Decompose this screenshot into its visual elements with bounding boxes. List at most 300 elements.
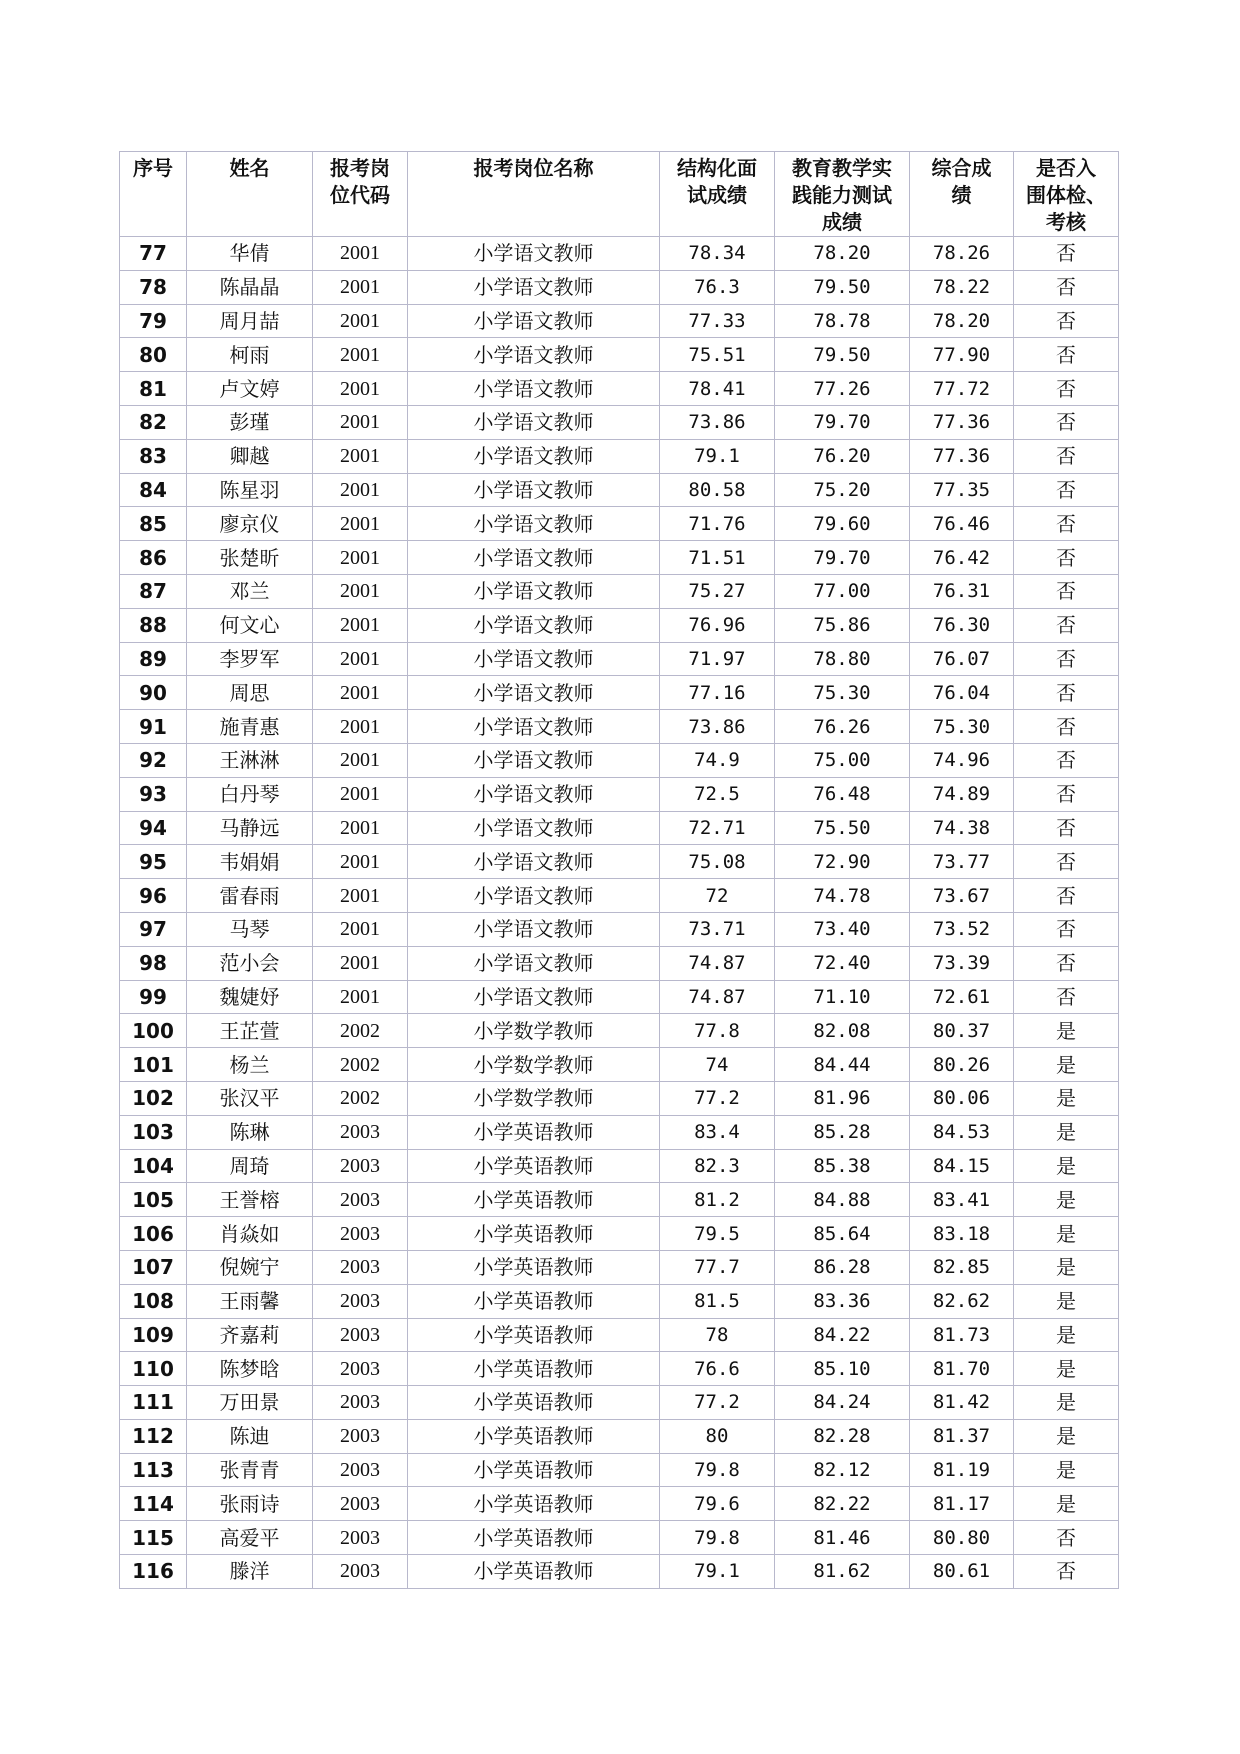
cell-index: 116 [120, 1555, 187, 1589]
cell-position-name: 小学语文教师 [408, 439, 660, 473]
cell-practice-score: 76.20 [775, 439, 910, 473]
cell-total-score: 76.07 [910, 642, 1014, 676]
cell-position-code: 2002 [313, 1048, 408, 1082]
cell-position-code: 2001 [313, 777, 408, 811]
cell-total-score: 74.38 [910, 811, 1014, 845]
cell-total-score: 74.96 [910, 743, 1014, 777]
cell-position-code: 2003 [313, 1487, 408, 1521]
cell-practice-score: 85.38 [775, 1149, 910, 1183]
cell-name: 柯雨 [187, 338, 313, 372]
cell-practice-score: 81.62 [775, 1555, 910, 1589]
cell-position-code: 2003 [313, 1115, 408, 1149]
cell-shortlisted: 否 [1014, 912, 1119, 946]
cell-name: 万田景 [187, 1386, 313, 1420]
cell-practice-score: 81.46 [775, 1521, 910, 1555]
cell-position-code: 2001 [313, 270, 408, 304]
cell-index: 81 [120, 372, 187, 406]
cell-position-name: 小学英语教师 [408, 1284, 660, 1318]
cell-index: 108 [120, 1284, 187, 1318]
cell-interview-score: 79.1 [660, 439, 775, 473]
cell-interview-score: 75.51 [660, 338, 775, 372]
cell-name: 卢文婷 [187, 372, 313, 406]
cell-total-score: 80.37 [910, 1014, 1014, 1048]
cell-position-code: 2001 [313, 237, 408, 271]
cell-practice-score: 86.28 [775, 1250, 910, 1284]
table-row [120, 1386, 1119, 1420]
cell-interview-score: 77.2 [660, 1081, 775, 1115]
header-total-score: 综合成 绩 [910, 152, 1014, 237]
cell-position-name: 小学语文教师 [408, 743, 660, 777]
cell-shortlisted: 是 [1014, 1081, 1119, 1115]
cell-interview-score: 78.41 [660, 372, 775, 406]
cell-total-score: 78.20 [910, 304, 1014, 338]
cell-total-score: 77.36 [910, 439, 1014, 473]
cell-name: 廖京仪 [187, 507, 313, 541]
cell-index: 99 [120, 980, 187, 1014]
cell-total-score: 75.30 [910, 710, 1014, 744]
cell-position-code: 2001 [313, 676, 408, 710]
cell-total-score: 78.22 [910, 270, 1014, 304]
cell-position-code: 2001 [313, 608, 408, 642]
cell-index: 94 [120, 811, 187, 845]
cell-position-name: 小学英语教师 [408, 1250, 660, 1284]
cell-practice-score: 84.24 [775, 1386, 910, 1420]
cell-index: 114 [120, 1487, 187, 1521]
header-interview-score: 结构化面 试成绩 [660, 152, 775, 237]
cell-position-code: 2003 [313, 1555, 408, 1589]
cell-practice-score: 75.86 [775, 608, 910, 642]
cell-index: 93 [120, 777, 187, 811]
cell-position-name: 小学英语教师 [408, 1352, 660, 1386]
score-table [119, 151, 1119, 1589]
cell-total-score: 72.61 [910, 980, 1014, 1014]
cell-interview-score: 79.8 [660, 1453, 775, 1487]
cell-total-score: 81.37 [910, 1419, 1014, 1453]
cell-position-name: 小学英语教师 [408, 1217, 660, 1251]
cell-position-name: 小学语文教师 [408, 473, 660, 507]
table-row [120, 473, 1119, 507]
cell-position-name: 小学语文教师 [408, 270, 660, 304]
cell-interview-score: 74.9 [660, 743, 775, 777]
cell-name: 施青惠 [187, 710, 313, 744]
cell-position-code: 2001 [313, 879, 408, 913]
cell-position-code: 2001 [313, 338, 408, 372]
cell-name: 陈晶晶 [187, 270, 313, 304]
cell-name: 王誉榕 [187, 1183, 313, 1217]
table-row [120, 743, 1119, 777]
cell-position-code: 2001 [313, 405, 408, 439]
cell-index: 79 [120, 304, 187, 338]
cell-total-score: 81.17 [910, 1487, 1014, 1521]
cell-index: 103 [120, 1115, 187, 1149]
cell-practice-score: 74.78 [775, 879, 910, 913]
cell-position-code: 2002 [313, 1014, 408, 1048]
cell-index: 88 [120, 608, 187, 642]
header-row [120, 152, 1119, 237]
cell-practice-score: 73.40 [775, 912, 910, 946]
cell-position-code: 2003 [313, 1284, 408, 1318]
cell-shortlisted: 否 [1014, 980, 1119, 1014]
cell-position-code: 2001 [313, 743, 408, 777]
header-index: 序号 [120, 152, 187, 237]
cell-practice-score: 75.50 [775, 811, 910, 845]
cell-interview-score: 76.96 [660, 608, 775, 642]
cell-index: 77 [120, 237, 187, 271]
cell-shortlisted: 是 [1014, 1453, 1119, 1487]
cell-shortlisted: 否 [1014, 1555, 1119, 1589]
cell-shortlisted: 是 [1014, 1386, 1119, 1420]
cell-shortlisted: 否 [1014, 811, 1119, 845]
cell-position-code: 2001 [313, 912, 408, 946]
cell-interview-score: 79.1 [660, 1555, 775, 1589]
cell-shortlisted: 否 [1014, 777, 1119, 811]
cell-index: 97 [120, 912, 187, 946]
cell-index: 100 [120, 1014, 187, 1048]
cell-shortlisted: 否 [1014, 237, 1119, 271]
cell-shortlisted: 是 [1014, 1250, 1119, 1284]
cell-practice-score: 85.64 [775, 1217, 910, 1251]
cell-interview-score: 77.2 [660, 1386, 775, 1420]
table-row [120, 507, 1119, 541]
cell-name: 陈琳 [187, 1115, 313, 1149]
cell-name: 魏婕妤 [187, 980, 313, 1014]
cell-name: 范小会 [187, 946, 313, 980]
cell-practice-score: 82.12 [775, 1453, 910, 1487]
cell-position-name: 小学语文教师 [408, 811, 660, 845]
cell-shortlisted: 是 [1014, 1217, 1119, 1251]
cell-index: 115 [120, 1521, 187, 1555]
cell-name: 张雨诗 [187, 1487, 313, 1521]
cell-shortlisted: 否 [1014, 372, 1119, 406]
cell-position-code: 2003 [313, 1183, 408, 1217]
cell-position-code: 2003 [313, 1217, 408, 1251]
cell-practice-score: 84.22 [775, 1318, 910, 1352]
cell-shortlisted: 否 [1014, 541, 1119, 575]
table-row [120, 1419, 1119, 1453]
cell-practice-score: 79.50 [775, 338, 910, 372]
table-row [120, 1521, 1119, 1555]
cell-shortlisted: 否 [1014, 608, 1119, 642]
cell-position-code: 2001 [313, 980, 408, 1014]
cell-position-code: 2003 [313, 1250, 408, 1284]
cell-name: 邓兰 [187, 574, 313, 608]
cell-position-name: 小学语文教师 [408, 710, 660, 744]
table-row [120, 372, 1119, 406]
cell-practice-score: 76.26 [775, 710, 910, 744]
cell-name: 华倩 [187, 237, 313, 271]
cell-shortlisted: 否 [1014, 507, 1119, 541]
cell-interview-score: 81.5 [660, 1284, 775, 1318]
cell-interview-score: 76.6 [660, 1352, 775, 1386]
cell-total-score: 78.26 [910, 237, 1014, 271]
cell-practice-score: 82.22 [775, 1487, 910, 1521]
cell-total-score: 73.77 [910, 845, 1014, 879]
cell-index: 92 [120, 743, 187, 777]
cell-index: 96 [120, 879, 187, 913]
cell-shortlisted: 否 [1014, 574, 1119, 608]
cell-shortlisted: 否 [1014, 304, 1119, 338]
cell-position-name: 小学英语教师 [408, 1386, 660, 1420]
cell-position-code: 2003 [313, 1352, 408, 1386]
table-row [120, 541, 1119, 575]
cell-name: 周琦 [187, 1149, 313, 1183]
cell-shortlisted: 否 [1014, 338, 1119, 372]
cell-practice-score: 81.96 [775, 1081, 910, 1115]
cell-shortlisted: 否 [1014, 743, 1119, 777]
table-row [120, 1014, 1119, 1048]
cell-interview-score: 77.8 [660, 1014, 775, 1048]
cell-index: 80 [120, 338, 187, 372]
cell-position-name: 小学英语教师 [408, 1318, 660, 1352]
cell-practice-score: 72.40 [775, 946, 910, 980]
cell-total-score: 77.35 [910, 473, 1014, 507]
cell-total-score: 81.70 [910, 1352, 1014, 1386]
table-row [120, 1453, 1119, 1487]
cell-interview-score: 74 [660, 1048, 775, 1082]
cell-index: 110 [120, 1352, 187, 1386]
cell-shortlisted: 否 [1014, 405, 1119, 439]
cell-name: 马静远 [187, 811, 313, 845]
cell-practice-score: 79.50 [775, 270, 910, 304]
cell-total-score: 84.53 [910, 1115, 1014, 1149]
table-row [120, 879, 1119, 913]
cell-shortlisted: 否 [1014, 439, 1119, 473]
cell-total-score: 76.42 [910, 541, 1014, 575]
cell-shortlisted: 否 [1014, 676, 1119, 710]
cell-total-score: 76.30 [910, 608, 1014, 642]
cell-position-code: 2001 [313, 845, 408, 879]
cell-shortlisted: 是 [1014, 1284, 1119, 1318]
cell-position-name: 小学语文教师 [408, 608, 660, 642]
cell-interview-score: 79.8 [660, 1521, 775, 1555]
cell-position-code: 2002 [313, 1081, 408, 1115]
cell-total-score: 77.72 [910, 372, 1014, 406]
cell-practice-score: 85.10 [775, 1352, 910, 1386]
header-position-code: 报考岗 位代码 [313, 152, 408, 237]
cell-interview-score: 83.4 [660, 1115, 775, 1149]
cell-interview-score: 73.71 [660, 912, 775, 946]
cell-practice-score: 82.08 [775, 1014, 910, 1048]
cell-interview-score: 77.33 [660, 304, 775, 338]
cell-name: 张青青 [187, 1453, 313, 1487]
cell-interview-score: 72 [660, 879, 775, 913]
cell-total-score: 73.39 [910, 946, 1014, 980]
cell-total-score: 82.62 [910, 1284, 1014, 1318]
cell-position-name: 小学英语教师 [408, 1453, 660, 1487]
cell-position-name: 小学语文教师 [408, 879, 660, 913]
cell-index: 87 [120, 574, 187, 608]
cell-name: 卿越 [187, 439, 313, 473]
cell-index: 109 [120, 1318, 187, 1352]
cell-practice-score: 76.48 [775, 777, 910, 811]
cell-total-score: 82.85 [910, 1250, 1014, 1284]
cell-position-code: 2001 [313, 642, 408, 676]
table-row [120, 338, 1119, 372]
cell-total-score: 83.18 [910, 1217, 1014, 1251]
cell-shortlisted: 否 [1014, 879, 1119, 913]
cell-name: 杨兰 [187, 1048, 313, 1082]
cell-total-score: 80.26 [910, 1048, 1014, 1082]
cell-index: 101 [120, 1048, 187, 1082]
table-row [120, 811, 1119, 845]
cell-total-score: 80.06 [910, 1081, 1014, 1115]
cell-name: 滕洋 [187, 1555, 313, 1589]
cell-position-name: 小学语文教师 [408, 372, 660, 406]
cell-interview-score: 75.27 [660, 574, 775, 608]
header-practice-score: 教育教学实 践能力测试 成绩 [775, 152, 910, 237]
cell-interview-score: 78 [660, 1318, 775, 1352]
cell-index: 90 [120, 676, 187, 710]
table-row [120, 676, 1119, 710]
cell-total-score: 76.31 [910, 574, 1014, 608]
table-row [120, 608, 1119, 642]
cell-total-score: 73.67 [910, 879, 1014, 913]
cell-position-code: 2003 [313, 1386, 408, 1420]
cell-position-name: 小学英语教师 [408, 1183, 660, 1217]
cell-interview-score: 72.5 [660, 777, 775, 811]
table-row [120, 574, 1119, 608]
cell-position-code: 2001 [313, 372, 408, 406]
cell-practice-score: 77.00 [775, 574, 910, 608]
header-shortlisted: 是否入 围体检、 考核 [1014, 152, 1119, 237]
cell-interview-score: 76.3 [660, 270, 775, 304]
cell-position-code: 2001 [313, 710, 408, 744]
cell-name: 王淋淋 [187, 743, 313, 777]
cell-name: 白丹琴 [187, 777, 313, 811]
cell-shortlisted: 是 [1014, 1115, 1119, 1149]
cell-position-code: 2001 [313, 541, 408, 575]
cell-position-code: 2001 [313, 811, 408, 845]
cell-index: 112 [120, 1419, 187, 1453]
cell-practice-score: 77.26 [775, 372, 910, 406]
table-row [120, 1048, 1119, 1082]
cell-shortlisted: 是 [1014, 1149, 1119, 1183]
cell-interview-score: 71.51 [660, 541, 775, 575]
cell-position-name: 小学数学教师 [408, 1014, 660, 1048]
cell-total-score: 81.42 [910, 1386, 1014, 1420]
cell-interview-score: 73.86 [660, 710, 775, 744]
cell-interview-score: 71.97 [660, 642, 775, 676]
table-row [120, 1183, 1119, 1217]
table-row [120, 405, 1119, 439]
cell-name: 张汉平 [187, 1081, 313, 1115]
cell-practice-score: 79.60 [775, 507, 910, 541]
cell-index: 86 [120, 541, 187, 575]
cell-name: 雷春雨 [187, 879, 313, 913]
table-row [120, 1555, 1119, 1589]
cell-position-name: 小学语文教师 [408, 507, 660, 541]
cell-index: 107 [120, 1250, 187, 1284]
cell-position-code: 2003 [313, 1453, 408, 1487]
table-row [120, 270, 1119, 304]
cell-total-score: 84.15 [910, 1149, 1014, 1183]
cell-shortlisted: 是 [1014, 1419, 1119, 1453]
cell-position-code: 2003 [313, 1419, 408, 1453]
table-row [120, 710, 1119, 744]
cell-position-code: 2003 [313, 1318, 408, 1352]
cell-name: 王芷萱 [187, 1014, 313, 1048]
cell-position-name: 小学英语教师 [408, 1521, 660, 1555]
cell-position-name: 小学语文教师 [408, 541, 660, 575]
cell-interview-score: 82.3 [660, 1149, 775, 1183]
cell-position-name: 小学语文教师 [408, 237, 660, 271]
table-row [120, 1284, 1119, 1318]
cell-shortlisted: 是 [1014, 1487, 1119, 1521]
cell-position-code: 2001 [313, 574, 408, 608]
cell-position-code: 2001 [313, 946, 408, 980]
cell-index: 106 [120, 1217, 187, 1251]
cell-practice-score: 72.90 [775, 845, 910, 879]
cell-interview-score: 77.16 [660, 676, 775, 710]
cell-shortlisted: 是 [1014, 1352, 1119, 1386]
cell-interview-score: 78.34 [660, 237, 775, 271]
cell-index: 83 [120, 439, 187, 473]
cell-index: 113 [120, 1453, 187, 1487]
table-row [120, 304, 1119, 338]
table-row [120, 642, 1119, 676]
cell-index: 98 [120, 946, 187, 980]
cell-total-score: 80.80 [910, 1521, 1014, 1555]
table-row [120, 1217, 1119, 1251]
cell-position-name: 小学数学教师 [408, 1081, 660, 1115]
cell-name: 倪婉宁 [187, 1250, 313, 1284]
cell-position-code: 2003 [313, 1149, 408, 1183]
cell-position-name: 小学语文教师 [408, 574, 660, 608]
cell-interview-score: 72.71 [660, 811, 775, 845]
cell-name: 王雨馨 [187, 1284, 313, 1318]
table-row [120, 1149, 1119, 1183]
cell-name: 齐嘉莉 [187, 1318, 313, 1352]
cell-practice-score: 78.78 [775, 304, 910, 338]
cell-name: 彭瑾 [187, 405, 313, 439]
cell-index: 91 [120, 710, 187, 744]
cell-position-name: 小学语文教师 [408, 676, 660, 710]
table-body [120, 237, 1119, 1589]
cell-position-name: 小学语文教师 [408, 642, 660, 676]
cell-position-code: 2001 [313, 439, 408, 473]
cell-shortlisted: 否 [1014, 473, 1119, 507]
cell-total-score: 77.36 [910, 405, 1014, 439]
cell-position-name: 小学英语教师 [408, 1487, 660, 1521]
cell-total-score: 74.89 [910, 777, 1014, 811]
table-row [120, 1352, 1119, 1386]
table-row [120, 980, 1119, 1014]
cell-practice-score: 83.36 [775, 1284, 910, 1318]
table-row [120, 1115, 1119, 1149]
cell-practice-score: 78.20 [775, 237, 910, 271]
cell-total-score: 77.90 [910, 338, 1014, 372]
cell-practice-score: 84.88 [775, 1183, 910, 1217]
cell-name: 周思 [187, 676, 313, 710]
cell-index: 111 [120, 1386, 187, 1420]
cell-name: 陈梦晗 [187, 1352, 313, 1386]
cell-interview-score: 80 [660, 1419, 775, 1453]
cell-index: 105 [120, 1183, 187, 1217]
cell-name: 陈迪 [187, 1419, 313, 1453]
cell-shortlisted: 是 [1014, 1183, 1119, 1217]
cell-total-score: 81.19 [910, 1453, 1014, 1487]
table-row [120, 439, 1119, 473]
cell-interview-score: 79.5 [660, 1217, 775, 1251]
cell-shortlisted: 否 [1014, 1521, 1119, 1555]
cell-shortlisted: 否 [1014, 946, 1119, 980]
cell-practice-score: 71.10 [775, 980, 910, 1014]
cell-position-code: 2003 [313, 1521, 408, 1555]
cell-name: 陈星羽 [187, 473, 313, 507]
table-row [120, 946, 1119, 980]
cell-interview-score: 80.58 [660, 473, 775, 507]
cell-index: 102 [120, 1081, 187, 1115]
